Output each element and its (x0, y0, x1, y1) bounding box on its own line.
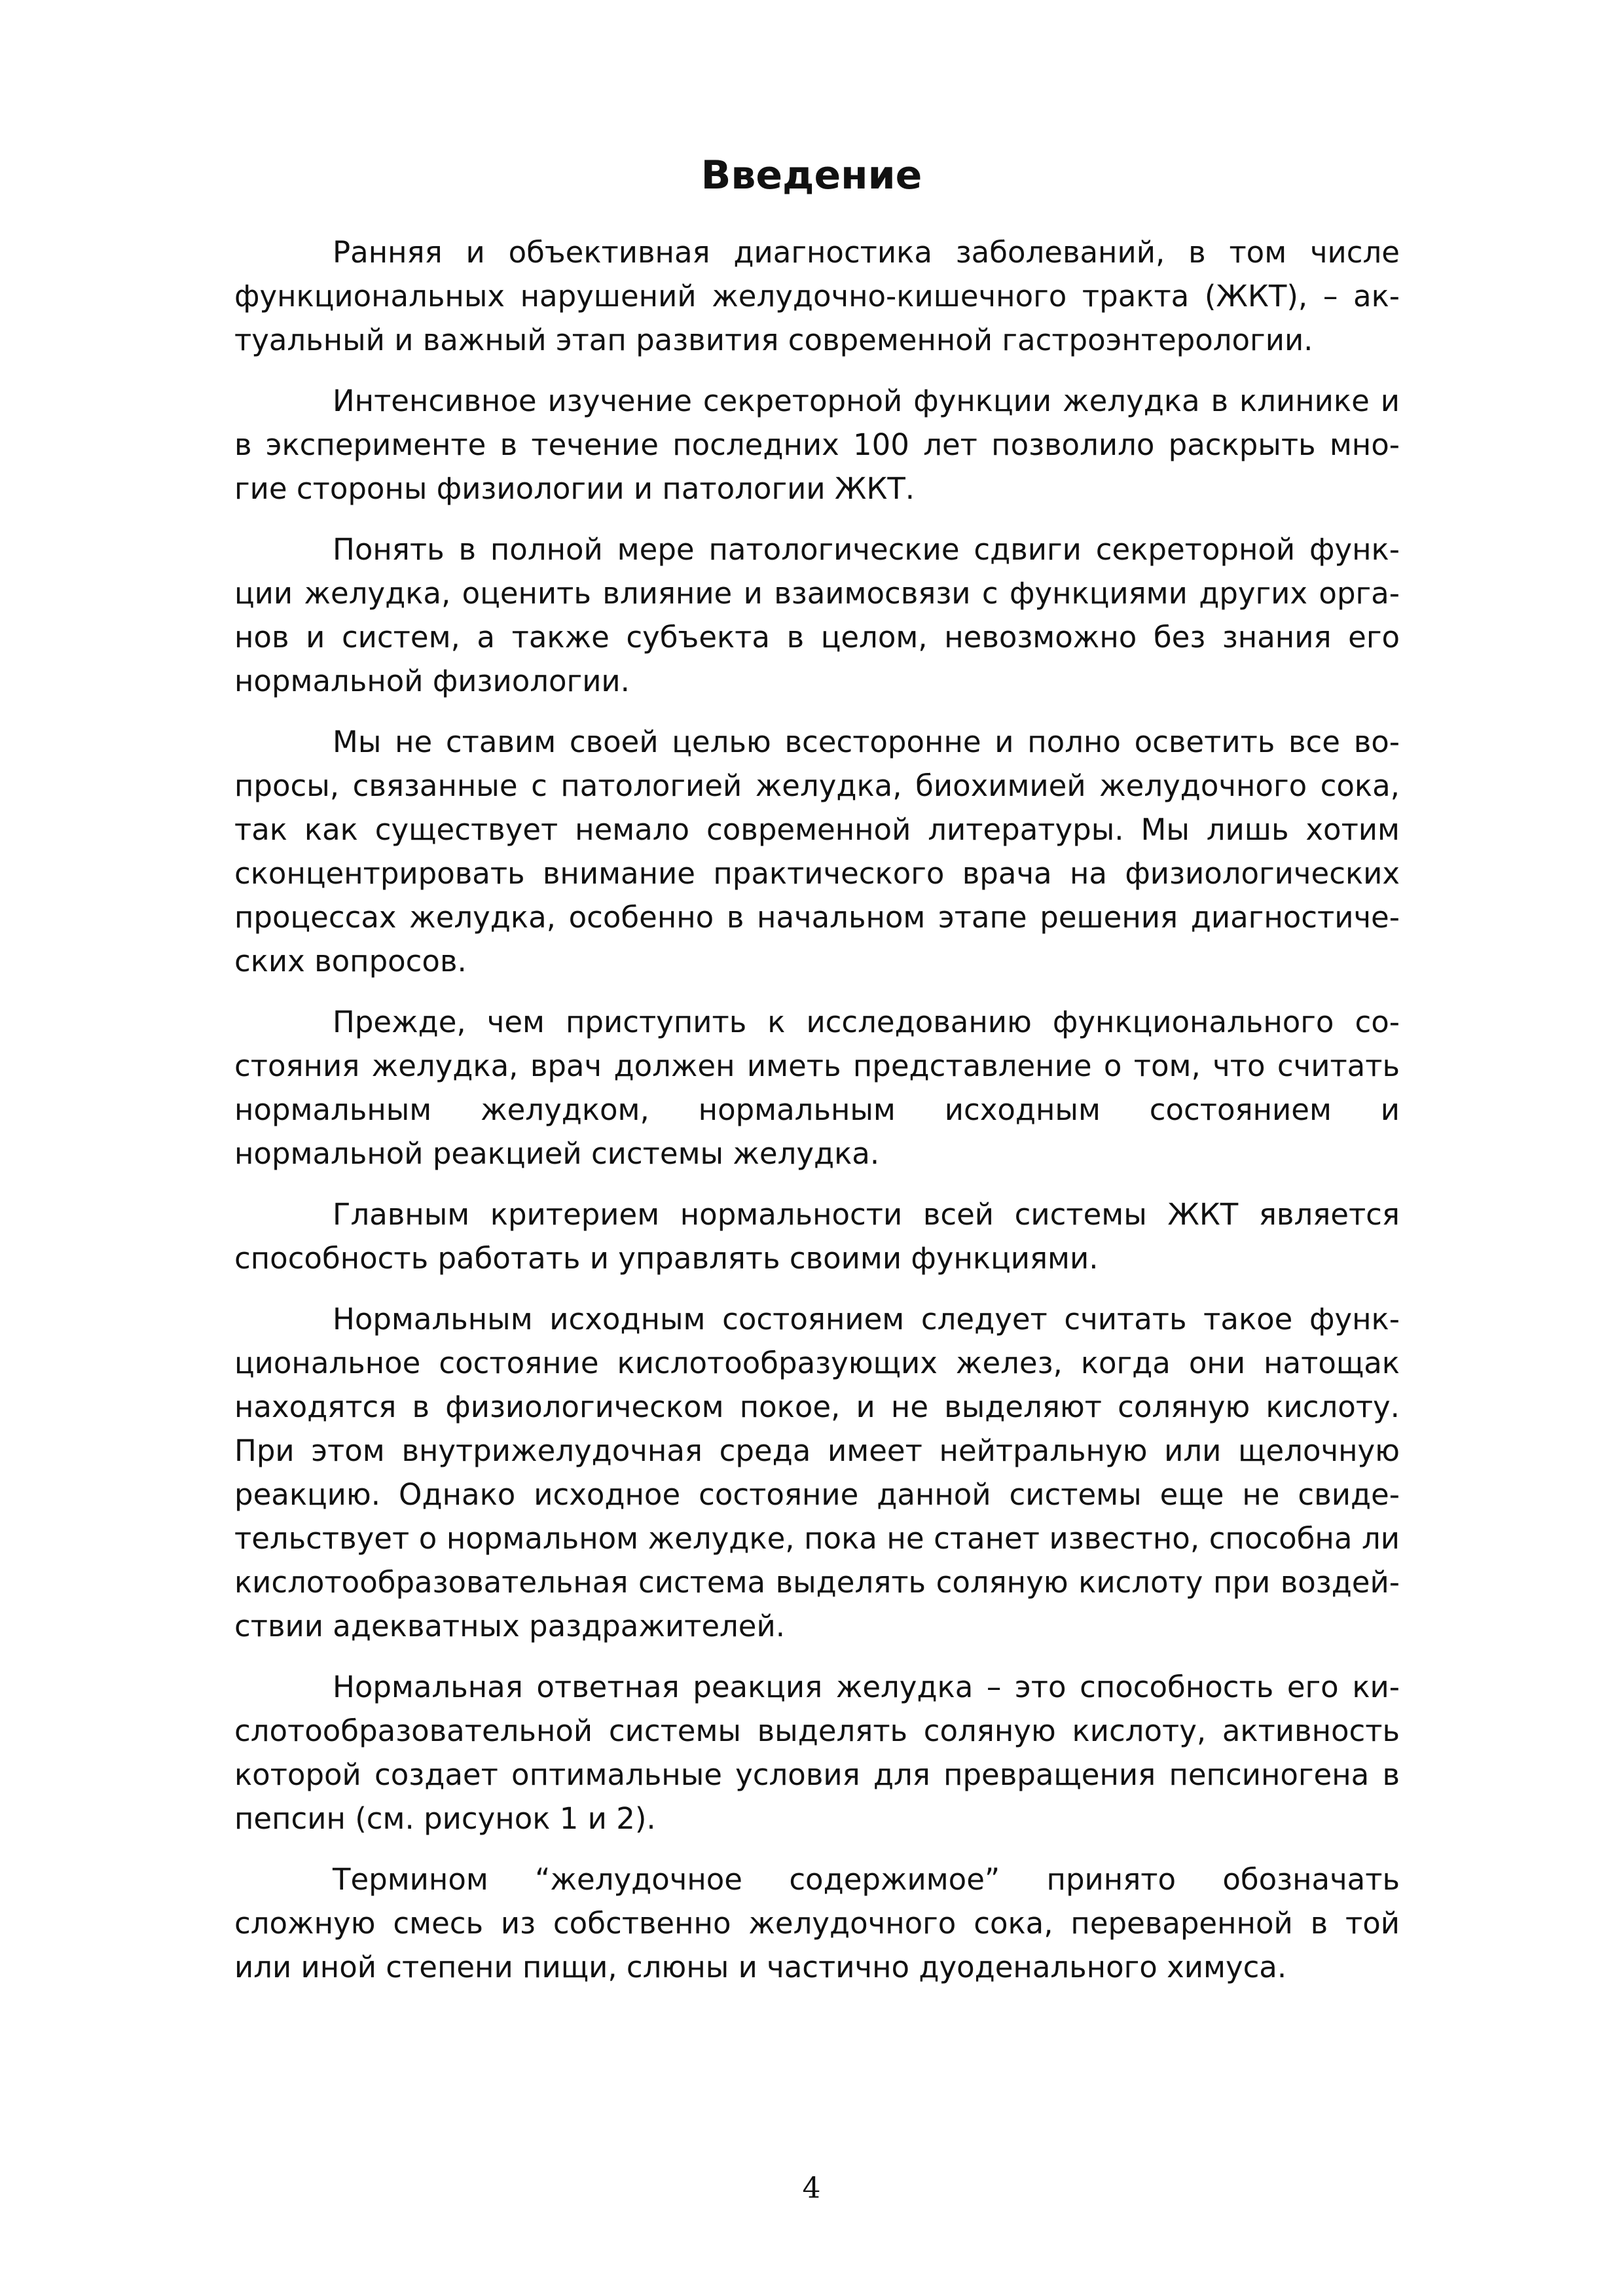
paragraph-5: Прежде, чем приступить к исследованию функционального состояния желудка, врач должен иметь представление о том, что считать нормальным желудком, нормальным исходным состоянием и нормальной реакцией системы желудка. (234, 1005, 1400, 1171)
paragraph-9: Термином “желудочное содержимое” принято обозначать сложную смесь из собственно желудочного сока, переваренной в той или иной степени пищи, слюны и частично дуоденального химуса. (234, 1862, 1400, 1984)
paragraph-3: Понять в полной мере патологические сдвиги секреторной функции желудка, оценить влияние и взаимосвязи с функциями других органов и систем, а также субъекта в целом, невозможно без знания его нормальной физиологии. (234, 532, 1400, 698)
paragraph-2: Интенсивное изучение секреторной функции желудка в клинике и в эксперименте в течение последних 100 лет позволило раскрыть многие стороны физиологии и патологии ЖКТ. (234, 384, 1400, 506)
page-title: Введение (701, 152, 922, 198)
paragraph-8: Нормальная ответная реакция желудка – это способность его кислотообразовательной системы выделять соляную кислоту, активность которой создает оптимальные условия для превращения пепсиногена в пепсин (см. рисунок 1 и 2). (234, 1670, 1400, 1836)
paragraph-1: Ранняя и объективная диагностика заболеваний, в том числе функциональных нарушений желудочно-кишечного тракта (ЖКТ), – актуальный и важный этап развития современной гастроэнтерологии. (234, 235, 1400, 357)
page-number: 4 (802, 2172, 821, 2205)
paragraph-7: Нормальным исходным состоянием следует считать такое функциональное состояние кислотообразующих желез, когда они натощак находятся в физиологическом покое, и не выделяют соляную кислоту. При этом внутрижелудочная среда имеет нейтральную или щелочную реакцию. Однако исходное состояние данной системы еще не свидетельствует о нормальном желудке, пока не станет известно, способна ли кислотообразовательная система выделять соляную кислоту при воздействии адекватных раздражителей. (234, 1302, 1400, 1643)
paragraph-6: Главным критерием нормальности всей системы ЖКТ является способность работать и управлять своими функциями. (234, 1197, 1400, 1276)
body-text (234, 230, 1400, 2006)
paragraph-4: Мы не ставим своей целью всесторонне и полно осветить все вопросы, связанные с патологией желудка, биохимией желудочного сока, так как существует немало современной литературы. Мы лишь хотим сконцентрировать внимание практического врача на физиологических процессах желудка, особенно в начальном этапе решения диагностических вопросов. (234, 725, 1400, 978)
